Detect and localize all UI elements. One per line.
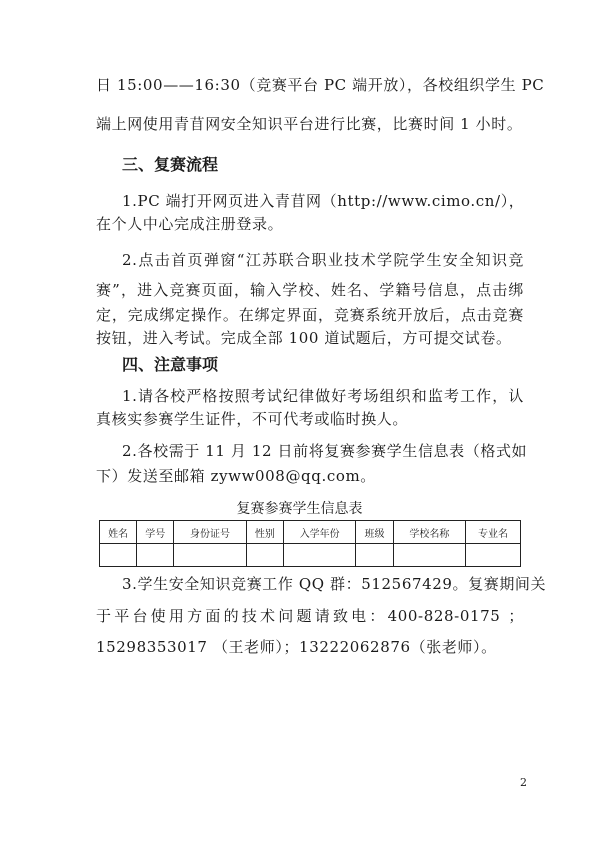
table-header-row	[100, 521, 521, 544]
table-cell	[100, 544, 137, 567]
table-cell	[246, 544, 283, 567]
paragraph-line: 15298353017 （王老师）；13222062876（张老师）。	[96, 638, 497, 656]
table-header-cell: 学校名称	[393, 521, 466, 544]
table-cell	[174, 544, 247, 567]
paragraph-line: 于平台使用方面的技术问题请致电：400-828-0175 ；	[96, 607, 524, 625]
student-info-table	[99, 520, 521, 567]
paragraph-line: 在个人中心完成注册登录。	[96, 215, 284, 233]
table-caption: 复赛参赛学生信息表	[236, 501, 363, 517]
table-cell	[466, 544, 521, 567]
paragraph-line: 赛”，进入竞赛页面，输入学校、姓名、学籍号信息，点击绑	[96, 281, 524, 299]
section-heading-3: 三、复赛流程	[122, 155, 219, 174]
table-header-cell: 姓名	[100, 521, 137, 544]
paragraph-line: 端上网使用青苜网安全知识平台进行比赛，比赛时间 1 小时。	[96, 115, 523, 133]
table-header-cell: 身份证号	[174, 521, 247, 544]
paragraph-line: 真核实参赛学生证件，不可代考或临时换人。	[96, 410, 409, 428]
table-header-cell: 班级	[356, 521, 393, 544]
table-header-cell: 专业名	[466, 521, 521, 544]
table-header-cell: 入学年份	[283, 521, 356, 544]
table-cell	[393, 544, 466, 567]
table-cell	[356, 544, 393, 567]
paragraph-line: 下）发送至邮箱 zyww008@qq.com。	[96, 467, 376, 485]
paragraph-line: 2.点击首页弹窗“江苏联合职业技术学院学生安全知识竞	[122, 251, 524, 269]
paragraph-line: 1.PC 端打开网页进入青苜网（http://www.cimo.cn/），	[122, 192, 525, 210]
page-number: 2	[520, 776, 527, 789]
section-heading-4: 四、注意事项	[122, 355, 219, 374]
table-cell	[137, 544, 174, 567]
paragraph-line: 1.请各校严格按照考试纪律做好考场组织和监考工作，认	[122, 387, 524, 405]
table-header-cell: 性别	[246, 521, 283, 544]
table-cell	[283, 544, 356, 567]
paragraph-line: 日 15:00——16:30（竞赛平台 PC 端开放），各校组织学生 PC	[96, 76, 545, 94]
paragraph-line: 按钮，进入考试。完成全部 100 道试题后，方可提交试卷。	[96, 329, 512, 347]
table-empty-row	[100, 544, 521, 567]
paragraph-line: 定，完成绑定操作。在绑定界面，竞赛系统开放后，点击竞赛	[96, 306, 524, 324]
table-header-cell: 学号	[137, 521, 174, 544]
paragraph-line: 2.各校需于 11 月 12 日前将复赛参赛学生信息表（格式如	[122, 442, 528, 460]
paragraph-line: 3.学生安全知识竞赛工作 QQ 群：512567429。复赛期间关	[122, 575, 547, 593]
